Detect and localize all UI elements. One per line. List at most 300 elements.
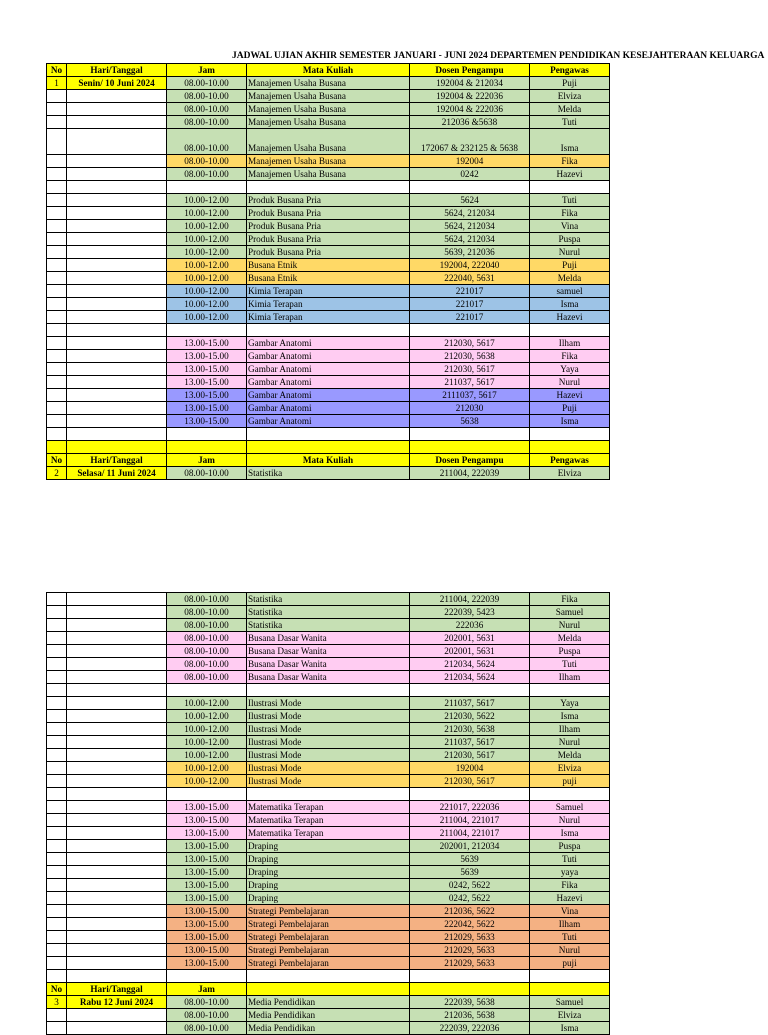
date-cell bbox=[67, 376, 167, 389]
empty-cell bbox=[410, 970, 530, 983]
lecturer-cell: 2111037, 5617 bbox=[410, 389, 530, 402]
course-cell: Ilustrasi Mode bbox=[247, 736, 410, 749]
date-cell bbox=[67, 155, 167, 168]
date-cell bbox=[67, 363, 167, 376]
row-number-cell bbox=[47, 298, 67, 311]
header-cell: Mata Kuliah bbox=[247, 64, 410, 77]
time-cell: 08.00-10.00 bbox=[167, 155, 247, 168]
course-cell: Ilustrasi Mode bbox=[247, 710, 410, 723]
proctor-cell: Elviza bbox=[530, 762, 610, 775]
document-title: JADWAL UJIAN AKHIR SEMESTER JANUARI - JUNI 2024 DEPARTEMEN PENDIDIKAN KESEJAHTERAAN KELUARGA bbox=[232, 51, 765, 61]
proctor-cell: Isma bbox=[530, 710, 610, 723]
empty-cell bbox=[47, 441, 67, 454]
empty-cell bbox=[47, 324, 67, 337]
table-row bbox=[47, 129, 610, 155]
row-number-cell: 1 bbox=[47, 77, 67, 90]
course-cell: Strategi Pembelajaran bbox=[247, 957, 410, 970]
row-number-cell bbox=[47, 814, 67, 827]
schedule-table bbox=[46, 63, 610, 480]
lecturer-cell: 221017, 222036 bbox=[410, 801, 530, 814]
time-cell: 13.00-15.00 bbox=[167, 879, 247, 892]
empty-cell bbox=[167, 441, 247, 454]
time-cell: 13.00-15.00 bbox=[167, 957, 247, 970]
table-row bbox=[47, 723, 610, 736]
date-cell bbox=[67, 207, 167, 220]
proctor-cell: Elviza bbox=[530, 467, 610, 480]
time-cell: 13.00-15.00 bbox=[167, 944, 247, 957]
proctor-cell: Yaya bbox=[530, 697, 610, 710]
lecturer-cell: 212034, 5624 bbox=[410, 671, 530, 684]
proctor-cell: Tuti bbox=[530, 931, 610, 944]
lecturer-cell: 5624, 212034 bbox=[410, 233, 530, 246]
table-row bbox=[47, 619, 610, 632]
time-cell: 13.00-15.00 bbox=[167, 376, 247, 389]
row-number-cell: 3 bbox=[47, 996, 67, 1009]
table-row bbox=[47, 77, 610, 90]
table-row bbox=[47, 285, 610, 298]
proctor-cell: Isma bbox=[530, 415, 610, 428]
date-cell bbox=[67, 350, 167, 363]
table-row bbox=[47, 90, 610, 103]
date-cell: Selasa/ 11 Juni 2024 bbox=[67, 467, 167, 480]
date-cell bbox=[67, 892, 167, 905]
proctor-cell: Nurul bbox=[530, 814, 610, 827]
date-cell bbox=[67, 194, 167, 207]
header-cell: Pengawas bbox=[530, 454, 610, 467]
header-cell: Mata Kuliah bbox=[247, 454, 410, 467]
proctor-cell: Vina bbox=[530, 905, 610, 918]
date-cell bbox=[67, 775, 167, 788]
table-row bbox=[47, 363, 610, 376]
lecturer-cell: 172067 & 232125 & 5638 bbox=[410, 129, 530, 155]
empty-cell bbox=[67, 970, 167, 983]
course-cell: Statistika bbox=[247, 606, 410, 619]
row-number-cell: 2 bbox=[47, 467, 67, 480]
empty-cell bbox=[67, 324, 167, 337]
row-number-cell bbox=[47, 376, 67, 389]
table-row bbox=[47, 827, 610, 840]
date-cell bbox=[67, 723, 167, 736]
table-row bbox=[47, 103, 610, 116]
row-number-cell bbox=[47, 957, 67, 970]
course-cell: Manajemen Usaha Busana bbox=[247, 129, 410, 155]
header-cell: No bbox=[47, 983, 67, 996]
lecturer-cell: 5639, 212036 bbox=[410, 246, 530, 259]
proctor-cell: Hazevi bbox=[530, 168, 610, 181]
table-row bbox=[47, 272, 610, 285]
proctor-cell: Samuel bbox=[530, 801, 610, 814]
spacer-row bbox=[47, 684, 610, 697]
time-cell: 13.00-15.00 bbox=[167, 337, 247, 350]
time-cell: 08.00-10.00 bbox=[167, 90, 247, 103]
course-cell: Busana Etnik bbox=[247, 259, 410, 272]
empty-cell bbox=[410, 428, 530, 441]
date-cell bbox=[67, 671, 167, 684]
date-cell bbox=[67, 710, 167, 723]
table-row bbox=[47, 1009, 610, 1022]
table-row bbox=[47, 467, 610, 480]
date-cell bbox=[67, 1009, 167, 1022]
table-row bbox=[47, 840, 610, 853]
lecturer-cell: 5639 bbox=[410, 866, 530, 879]
row-number-cell bbox=[47, 116, 67, 129]
table-row bbox=[47, 168, 610, 181]
course-cell: Busana Dasar Wanita bbox=[247, 671, 410, 684]
time-cell: 13.00-15.00 bbox=[167, 827, 247, 840]
course-cell: Produk Busana Pria bbox=[247, 207, 410, 220]
proctor-cell: Ilham bbox=[530, 723, 610, 736]
empty-cell bbox=[530, 788, 610, 801]
row-number-cell bbox=[47, 671, 67, 684]
date-cell bbox=[67, 905, 167, 918]
schedule-table bbox=[46, 592, 610, 1035]
proctor-cell: Nurul bbox=[530, 246, 610, 259]
lecturer-cell: 192004 & 222036 bbox=[410, 90, 530, 103]
course-cell: Gambar Anatomi bbox=[247, 350, 410, 363]
lecturer-cell: 0242, 5622 bbox=[410, 892, 530, 905]
empty-cell bbox=[247, 970, 410, 983]
time-cell: 13.00-15.00 bbox=[167, 853, 247, 866]
table-row bbox=[47, 389, 610, 402]
table-row bbox=[47, 606, 610, 619]
time-cell: 08.00-10.00 bbox=[167, 1022, 247, 1035]
course-cell: Manajemen Usaha Busana bbox=[247, 116, 410, 129]
table-row bbox=[47, 658, 610, 671]
date-cell bbox=[67, 246, 167, 259]
lecturer-cell: 221017 bbox=[410, 285, 530, 298]
header-cell: Dosen Pengampu bbox=[410, 64, 530, 77]
date-cell bbox=[67, 311, 167, 324]
course-cell: Busana Etnik bbox=[247, 272, 410, 285]
date-cell bbox=[67, 866, 167, 879]
lecturer-cell: 192004 & 212034 bbox=[410, 77, 530, 90]
course-cell: Statistika bbox=[247, 593, 410, 606]
lecturer-cell: 212029, 5633 bbox=[410, 944, 530, 957]
spacer-row bbox=[47, 428, 610, 441]
time-cell: 08.00-10.00 bbox=[167, 619, 247, 632]
date-cell bbox=[67, 606, 167, 619]
empty-cell bbox=[67, 428, 167, 441]
date-cell: Senin/ 10 Juni 2024 bbox=[67, 77, 167, 90]
empty-cell bbox=[167, 181, 247, 194]
row-number-cell bbox=[47, 1022, 67, 1035]
row-number-cell bbox=[47, 710, 67, 723]
course-cell: Gambar Anatomi bbox=[247, 402, 410, 415]
table-row bbox=[47, 710, 610, 723]
date-cell bbox=[67, 168, 167, 181]
lecturer-cell: 211004, 222039 bbox=[410, 467, 530, 480]
proctor-cell: Ilham bbox=[530, 671, 610, 684]
table-row bbox=[47, 337, 610, 350]
empty-cell bbox=[247, 684, 410, 697]
row-number-cell bbox=[47, 645, 67, 658]
time-cell: 10.00-12.00 bbox=[167, 723, 247, 736]
lecturer-cell: 222039, 222036 bbox=[410, 1022, 530, 1035]
row-number-cell bbox=[47, 272, 67, 285]
proctor-cell: Samuel bbox=[530, 606, 610, 619]
empty-cell bbox=[67, 441, 167, 454]
proctor-cell: puji bbox=[530, 775, 610, 788]
date-cell bbox=[67, 220, 167, 233]
time-cell: 10.00-12.00 bbox=[167, 285, 247, 298]
proctor-cell: Fika bbox=[530, 879, 610, 892]
lecturer-cell: 212036, 5622 bbox=[410, 905, 530, 918]
course-cell: Produk Busana Pria bbox=[247, 233, 410, 246]
lecturer-cell: 212029, 5633 bbox=[410, 931, 530, 944]
time-cell: 08.00-10.00 bbox=[167, 77, 247, 90]
empty-cell bbox=[410, 324, 530, 337]
header-row bbox=[47, 983, 610, 996]
header-cell: Pengawas bbox=[530, 64, 610, 77]
row-number-cell bbox=[47, 775, 67, 788]
course-cell: Statistika bbox=[247, 467, 410, 480]
row-number-cell bbox=[47, 918, 67, 931]
table-row bbox=[47, 905, 610, 918]
row-number-cell bbox=[47, 207, 67, 220]
lecturer-cell: 221017 bbox=[410, 298, 530, 311]
lecturer-cell: 5624, 212034 bbox=[410, 207, 530, 220]
time-cell: 13.00-15.00 bbox=[167, 814, 247, 827]
proctor-cell: puji bbox=[530, 957, 610, 970]
table-row bbox=[47, 801, 610, 814]
time-cell: 10.00-12.00 bbox=[167, 233, 247, 246]
row-number-cell bbox=[47, 363, 67, 376]
row-number-cell bbox=[47, 892, 67, 905]
lecturer-cell: 211037, 5617 bbox=[410, 376, 530, 389]
empty-cell bbox=[530, 181, 610, 194]
time-cell: 13.00-15.00 bbox=[167, 866, 247, 879]
proctor-cell: Fika bbox=[530, 350, 610, 363]
table-row bbox=[47, 853, 610, 866]
time-cell: 10.00-12.00 bbox=[167, 298, 247, 311]
table-row bbox=[47, 246, 610, 259]
date-cell bbox=[67, 337, 167, 350]
course-cell: Manajemen Usaha Busana bbox=[247, 168, 410, 181]
date-cell: Rabu 12 Juni 2024 bbox=[67, 996, 167, 1009]
time-cell: 13.00-15.00 bbox=[167, 801, 247, 814]
table-row bbox=[47, 311, 610, 324]
time-cell: 10.00-12.00 bbox=[167, 272, 247, 285]
empty-cell bbox=[67, 684, 167, 697]
date-cell bbox=[67, 814, 167, 827]
date-cell bbox=[67, 801, 167, 814]
date-cell bbox=[67, 402, 167, 415]
lecturer-cell: 211004, 222039 bbox=[410, 593, 530, 606]
proctor-cell: Vina bbox=[530, 220, 610, 233]
table-row bbox=[47, 1022, 610, 1035]
date-cell bbox=[67, 957, 167, 970]
course-cell: Produk Busana Pria bbox=[247, 220, 410, 233]
date-cell bbox=[67, 103, 167, 116]
lecturer-cell: 212030, 5622 bbox=[410, 710, 530, 723]
proctor-cell: Ilham bbox=[530, 918, 610, 931]
proctor-cell: Fika bbox=[530, 593, 610, 606]
lecturer-cell: 222042, 5622 bbox=[410, 918, 530, 931]
table-row bbox=[47, 415, 610, 428]
lecturer-cell: 211037, 5617 bbox=[410, 736, 530, 749]
lecturer-cell: 192004 & 222036 bbox=[410, 103, 530, 116]
table-row bbox=[47, 194, 610, 207]
header-cell: Hari/Tanggal bbox=[67, 454, 167, 467]
proctor-cell: Puspa bbox=[530, 840, 610, 853]
lecturer-cell: 202001, 212034 bbox=[410, 840, 530, 853]
date-cell bbox=[67, 827, 167, 840]
time-cell: 08.00-10.00 bbox=[167, 1009, 247, 1022]
lecturer-cell: 212030, 5617 bbox=[410, 775, 530, 788]
course-cell: Manajemen Usaha Busana bbox=[247, 155, 410, 168]
lecturer-cell: 0242, 5622 bbox=[410, 879, 530, 892]
table-row bbox=[47, 866, 610, 879]
header-cell bbox=[530, 983, 610, 996]
row-number-cell bbox=[47, 350, 67, 363]
table-row bbox=[47, 207, 610, 220]
table-row bbox=[47, 350, 610, 363]
lecturer-cell: 211004, 221017 bbox=[410, 814, 530, 827]
time-cell: 13.00-15.00 bbox=[167, 415, 247, 428]
lecturer-cell: 222036 bbox=[410, 619, 530, 632]
row-number-cell bbox=[47, 749, 67, 762]
row-number-cell bbox=[47, 606, 67, 619]
lecturer-cell: 211037, 5617 bbox=[410, 697, 530, 710]
date-cell bbox=[67, 298, 167, 311]
proctor-cell: Melda bbox=[530, 103, 610, 116]
time-cell: 08.00-10.00 bbox=[167, 671, 247, 684]
lecturer-cell: 202001, 5631 bbox=[410, 645, 530, 658]
empty-cell bbox=[247, 324, 410, 337]
time-cell: 08.00-10.00 bbox=[167, 606, 247, 619]
date-cell bbox=[67, 944, 167, 957]
time-cell: 13.00-15.00 bbox=[167, 840, 247, 853]
table-row bbox=[47, 298, 610, 311]
table-row bbox=[47, 814, 610, 827]
empty-cell bbox=[47, 970, 67, 983]
row-number-cell bbox=[47, 944, 67, 957]
date-cell bbox=[67, 233, 167, 246]
lecturer-cell: 212030, 5617 bbox=[410, 337, 530, 350]
empty-cell bbox=[247, 181, 410, 194]
row-number-cell bbox=[47, 389, 67, 402]
header-cell: No bbox=[47, 454, 67, 467]
date-cell bbox=[67, 632, 167, 645]
time-cell: 08.00-10.00 bbox=[167, 129, 247, 155]
date-cell bbox=[67, 762, 167, 775]
date-cell bbox=[67, 658, 167, 671]
empty-cell bbox=[247, 441, 410, 454]
row-number-cell bbox=[47, 194, 67, 207]
table-row bbox=[47, 116, 610, 129]
header-cell: Jam bbox=[167, 983, 247, 996]
time-cell: 13.00-15.00 bbox=[167, 918, 247, 931]
proctor-cell: Hazevi bbox=[530, 892, 610, 905]
lecturer-cell: 212030, 5638 bbox=[410, 350, 530, 363]
date-cell bbox=[67, 259, 167, 272]
date-cell bbox=[67, 697, 167, 710]
table-row bbox=[47, 233, 610, 246]
row-number-cell bbox=[47, 762, 67, 775]
course-cell: Manajemen Usaha Busana bbox=[247, 90, 410, 103]
time-cell: 08.00-10.00 bbox=[167, 632, 247, 645]
course-cell: Strategi Pembelajaran bbox=[247, 944, 410, 957]
table-row bbox=[47, 671, 610, 684]
date-cell bbox=[67, 415, 167, 428]
row-number-cell bbox=[47, 619, 67, 632]
course-cell: Media Pendidikan bbox=[247, 996, 410, 1009]
row-number-cell bbox=[47, 931, 67, 944]
table-row bbox=[47, 931, 610, 944]
empty-cell bbox=[47, 684, 67, 697]
row-number-cell bbox=[47, 879, 67, 892]
proctor-cell: Melda bbox=[530, 632, 610, 645]
time-cell: 10.00-12.00 bbox=[167, 259, 247, 272]
empty-cell bbox=[67, 788, 167, 801]
header-cell: Dosen Pengampu bbox=[410, 454, 530, 467]
course-cell: Matematika Terapan bbox=[247, 814, 410, 827]
proctor-cell: Samuel bbox=[530, 996, 610, 1009]
time-cell: 13.00-15.00 bbox=[167, 402, 247, 415]
proctor-cell: Nurul bbox=[530, 619, 610, 632]
row-number-cell bbox=[47, 246, 67, 259]
course-cell: Ilustrasi Mode bbox=[247, 775, 410, 788]
course-cell: Statistika bbox=[247, 619, 410, 632]
course-cell: Strategi Pembelajaran bbox=[247, 918, 410, 931]
course-cell: Busana Dasar Wanita bbox=[247, 645, 410, 658]
date-cell bbox=[67, 272, 167, 285]
date-cell bbox=[67, 285, 167, 298]
empty-cell bbox=[247, 788, 410, 801]
date-cell bbox=[67, 749, 167, 762]
table-row bbox=[47, 957, 610, 970]
proctor-cell: Tuti bbox=[530, 658, 610, 671]
header-row bbox=[47, 454, 610, 467]
course-cell: Busana Dasar Wanita bbox=[247, 632, 410, 645]
row-number-cell bbox=[47, 853, 67, 866]
row-number-cell bbox=[47, 402, 67, 415]
lecturer-cell: 222039, 5638 bbox=[410, 996, 530, 1009]
row-number-cell bbox=[47, 311, 67, 324]
course-cell: Busana Dasar Wanita bbox=[247, 658, 410, 671]
course-cell: Gambar Anatomi bbox=[247, 337, 410, 350]
proctor-cell: Isma bbox=[530, 1022, 610, 1035]
lecturer-cell: 212030, 5617 bbox=[410, 363, 530, 376]
row-number-cell bbox=[47, 827, 67, 840]
empty-cell bbox=[67, 181, 167, 194]
row-number-cell bbox=[47, 103, 67, 116]
empty-cell bbox=[167, 970, 247, 983]
table-row bbox=[47, 879, 610, 892]
course-cell: Draping bbox=[247, 879, 410, 892]
course-cell: Ilustrasi Mode bbox=[247, 723, 410, 736]
empty-cell bbox=[167, 428, 247, 441]
spacer-row bbox=[47, 181, 610, 194]
time-cell: 10.00-12.00 bbox=[167, 762, 247, 775]
time-cell: 08.00-10.00 bbox=[167, 168, 247, 181]
row-number-cell bbox=[47, 723, 67, 736]
time-cell: 13.00-15.00 bbox=[167, 892, 247, 905]
table-row bbox=[47, 697, 610, 710]
empty-cell bbox=[410, 181, 530, 194]
time-cell: 10.00-12.00 bbox=[167, 207, 247, 220]
course-cell: Matematika Terapan bbox=[247, 827, 410, 840]
proctor-cell: Isma bbox=[530, 827, 610, 840]
empty-cell bbox=[530, 684, 610, 697]
time-cell: 10.00-12.00 bbox=[167, 220, 247, 233]
proctor-cell: Hazevi bbox=[530, 389, 610, 402]
empty-cell bbox=[47, 428, 67, 441]
time-cell: 08.00-10.00 bbox=[167, 593, 247, 606]
lecturer-cell: 212030, 5617 bbox=[410, 749, 530, 762]
time-cell: 13.00-15.00 bbox=[167, 389, 247, 402]
course-cell: Manajemen Usaha Busana bbox=[247, 77, 410, 90]
